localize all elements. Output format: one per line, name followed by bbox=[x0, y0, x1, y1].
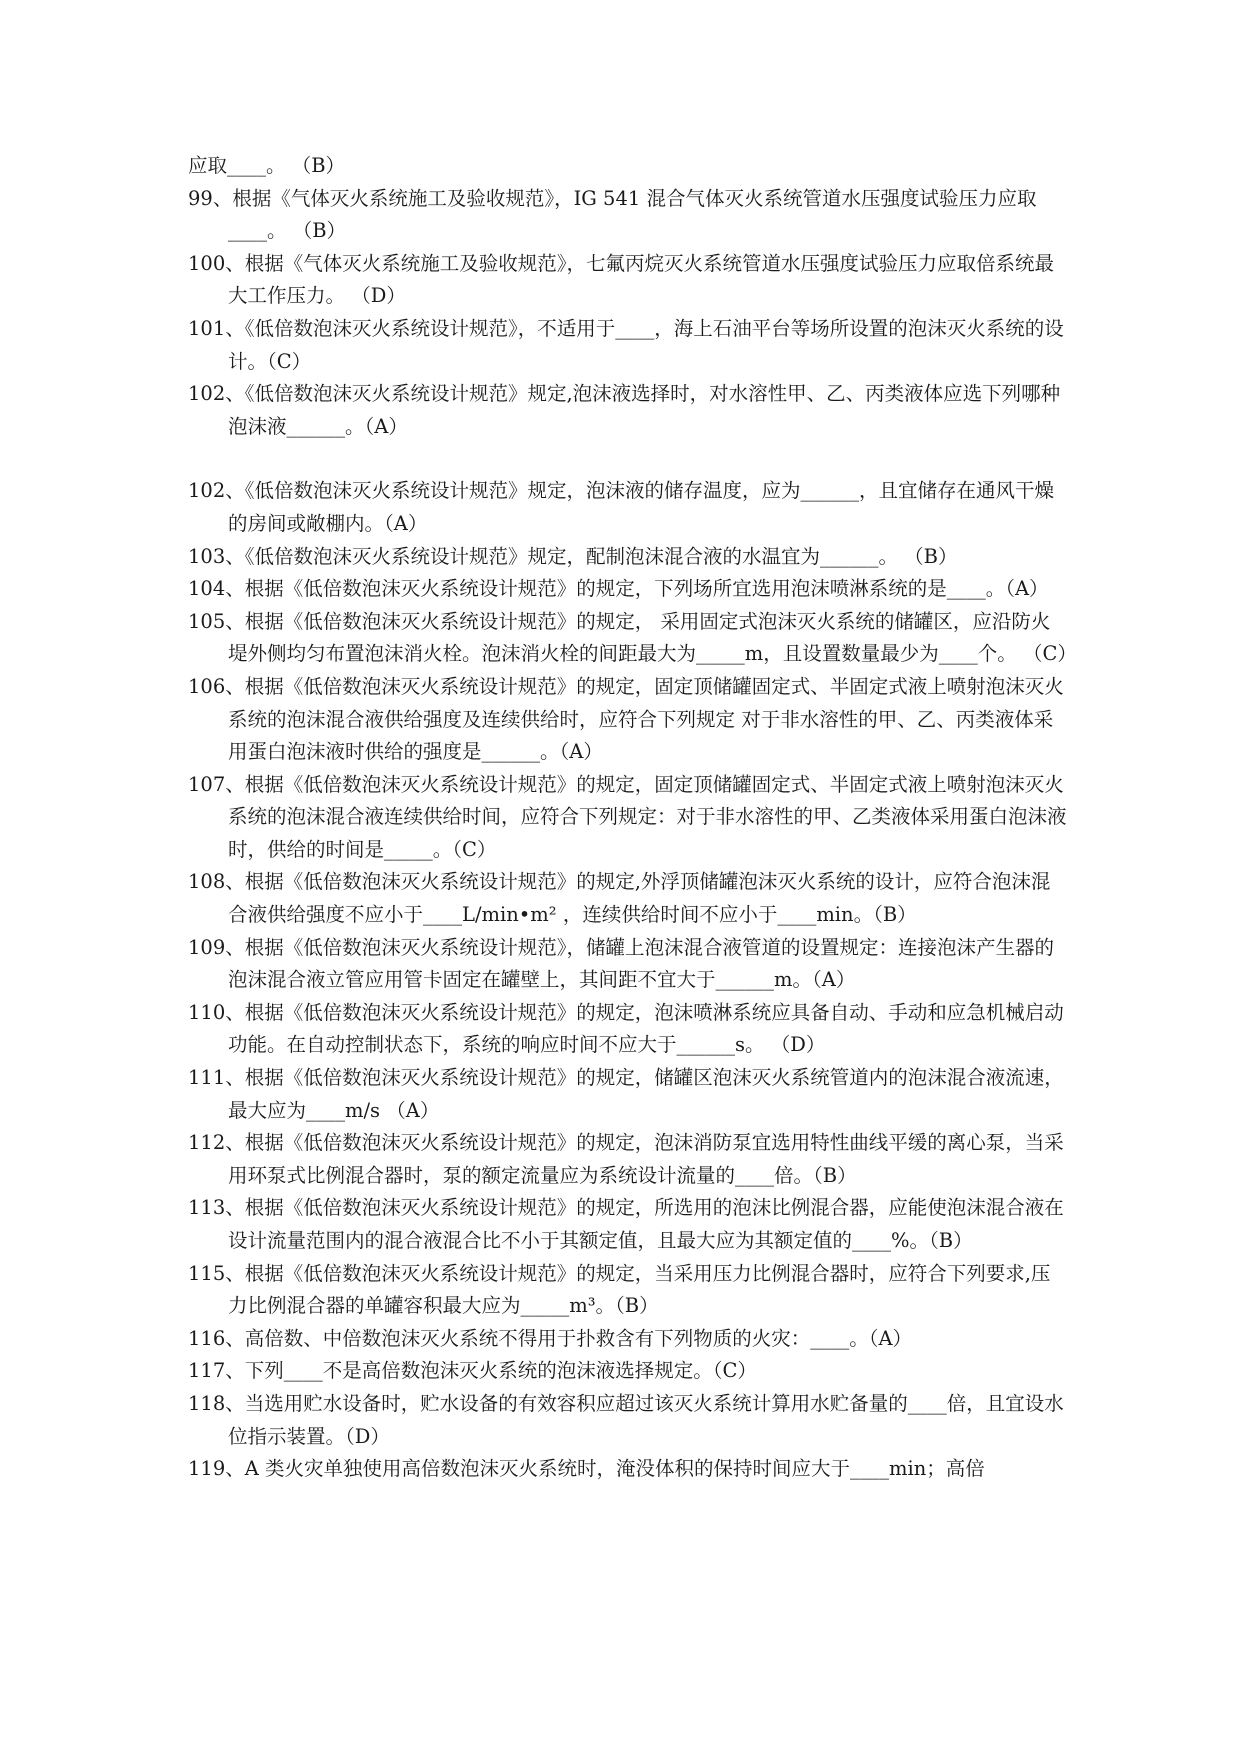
question-item: 107、根据《低倍数泡沫灭火系统设计规范》的规定，固定顶储罐固定式、半固定式液上喷射泡沫灭火系统的泡沫混合液连续供给时间，应符合下列规定：对于非水溶性的甲、乙类液体采用蛋白泡沫液时，供给的时间是_____。（C） bbox=[188, 772, 1067, 861]
question-item: 118、当选用贮水设备时，贮水设备的有效容积应超过该灭火系统计算用水贮备量的____倍，且宜设水位指示装置。（D） bbox=[188, 1391, 1064, 1448]
question-item: 102、《低倍数泡沫灭火系统设计规范》规定，泡沫液的储存温度，应为______，且宜储存在通风干燥的房间或敞棚内。（A） bbox=[188, 479, 1054, 535]
question-item: 113、根据《低倍数泡沫灭火系统设计规范》的规定，所选用的泡沫比例混合器，应能使泡沫混合液在设计流量范围内的混合液混合比不小于其额定值，且最大应为其额定值的____%。（B） bbox=[188, 1196, 1064, 1252]
question-item: 110、根据《低倍数泡沫灭火系统设计规范》的规定，泡沫喷淋系统应具备自动、手动和应急机械启动功能。在自动控制状态下，系统的响应时间不应大于______s。 （D） bbox=[188, 1000, 1064, 1057]
question-item: 106、根据《低倍数泡沫灭火系统设计规范》的规定，固定顶储罐固定式、半固定式液上喷射泡沫灭火系统的泡沫混合液供给强度及连续供给时，应符合下列规定 对于非水溶性的甲、乙、丙类液体采用蛋白泡沫液时供给的强度是______。（A） bbox=[188, 674, 1064, 764]
question-item: 115、根据《低倍数泡沫灭火系统设计规范》的规定，当采用压力比例混合器时，应符合下列要求,压力比例混合器的单罐容积最大应为_____m³。（B） bbox=[188, 1261, 1051, 1318]
question-list bbox=[188, 150, 1077, 1486]
question-item: 117、下列____不是高倍数泡沫灭火系统的泡沫液选择规定。（C） bbox=[188, 1359, 757, 1383]
question-item: 109、根据《低倍数泡沫灭火系统设计规范》，储罐上泡沫混合液管道的设置规定：连接泡沫产生器的泡沫混合液立管应用管卡固定在罐壁上，其间距不宜大于______m。（A） bbox=[188, 935, 1054, 992]
question-item: 111、根据《低倍数泡沫灭火系统设计规范》的规定，储罐区泡沫灭火系统管道内的泡沫混合液流速，最大应为____m/s （A） bbox=[188, 1066, 1064, 1122]
question-item: 104、根据《低倍数泡沫灭火系统设计规范》的规定，下列场所宜选用泡沫喷淋系统的是____。（A） bbox=[188, 577, 1049, 601]
question-item: 116、高倍数、中倍数泡沫灭火系统不得用于扑救含有下列物质的火灾：____。（A） bbox=[188, 1326, 913, 1350]
question-item: 102、《低倍数泡沫灭火系统设计规范》规定,泡沫液选择时，对水溶性甲、乙、丙类液体应选下列哪种泡沫液______。（A） bbox=[188, 382, 1061, 438]
blank-gap bbox=[188, 443, 1068, 475]
question-item: 100、根据《气体灭火系统施工及验收规范》，七氟丙烷灭火系统管道水压强度试验压力应取倍系统最大工作压力。 （D） bbox=[188, 251, 1054, 308]
question-item: 103、《低倍数泡沫灭火系统设计规范》规定，配制泡沫混合液的水温宜为______。 （B） bbox=[188, 544, 958, 568]
question-item: 99、根据《气体灭火系统施工及验收规范》，IG 541 混合气体灭火系统管道水压强度试验压力应取____。 （B） bbox=[188, 186, 1037, 243]
question-item: 105、根据《低倍数泡沫灭火系统设计规范》的规定， 采用固定式泡沫灭火系统的储罐区，应沿防火堤外侧均匀布置泡沫消火栓。泡沫消火栓的间距最大为_____m，且设置数量最少为____个。 （C） bbox=[188, 609, 1077, 666]
question-item: 119、A 类火灾单独使用高倍数泡沫灭火系统时，淹没体积的保持时间应大于____min；高倍 bbox=[188, 1457, 985, 1481]
question-item: 108、根据《低倍数泡沫灭火系统设计规范》的规定,外浮顶储罐泡沫灭火系统的设计，应符合泡沫混合液供给强度不应小于____L/min•m² ，连续供给时间不应小于____min。（B） bbox=[188, 870, 1051, 927]
question-item: 101、《低倍数泡沫灭火系统设计规范》，不适用于____，海上石油平台等场所设置的泡沫灭火系统的设计。（C） bbox=[188, 316, 1064, 373]
question-item: 112、根据《低倍数泡沫灭火系统设计规范》的规定，泡沫消防泵宜选用特性曲线平缓的离心泵，当采用环泵式比例混合器时，泵的额定流量应为系统设计流量的____倍。（B） bbox=[188, 1131, 1064, 1187]
question-item: 应取____。 （B） bbox=[188, 154, 346, 177]
